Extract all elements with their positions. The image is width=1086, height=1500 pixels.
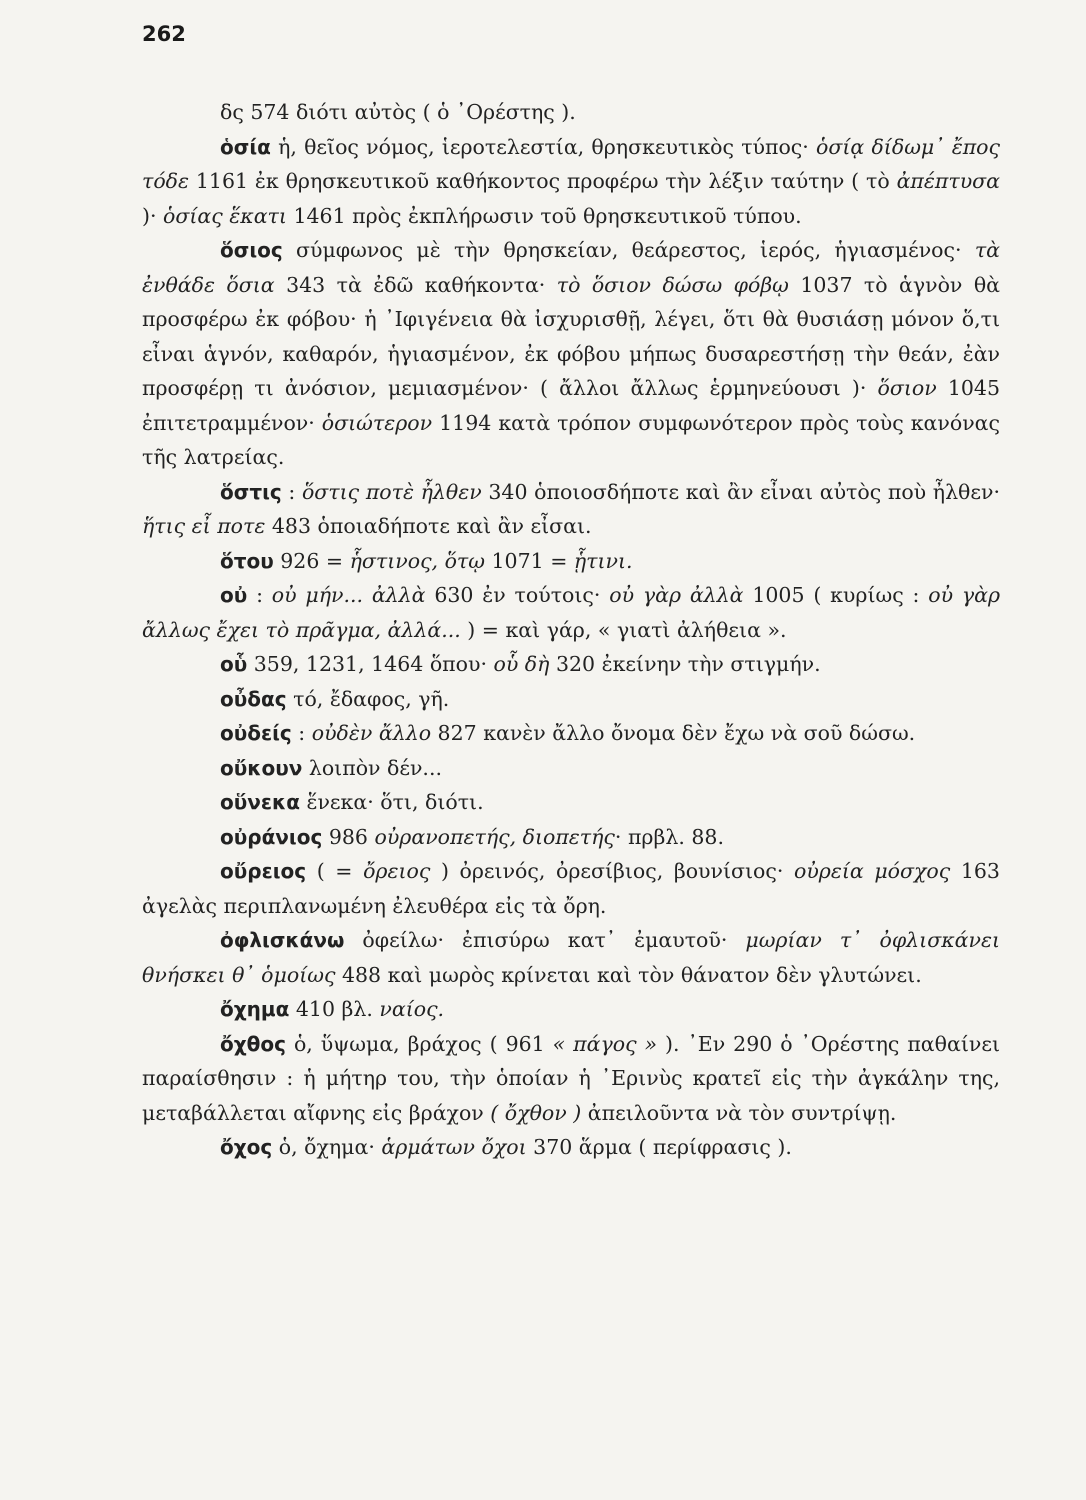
glossary-entry bbox=[142, 578, 1000, 647]
entry-quotation: οὐ μήν... ἀλλὰ bbox=[271, 583, 426, 607]
glossary-entry bbox=[142, 544, 1000, 579]
entry-quotation: τὰ ἐνθάδε ὅσια bbox=[142, 238, 1000, 297]
entry-quotation: οὐ γὰρ ἀλλὰ bbox=[609, 583, 744, 607]
entry-text: ὁ, ὄχημα· bbox=[272, 1135, 382, 1159]
glossary-entry bbox=[142, 785, 1000, 820]
entry-headword: οὕνεκα bbox=[220, 790, 300, 814]
entry-quotation: ᾗτινι. bbox=[573, 548, 633, 573]
entry-quotation: ἀπέπτυσα bbox=[896, 169, 1000, 193]
entry-text: ἡ, θεῖος νόμος, ἱεροτελεστία, θρησκευτικὸς τύπος· bbox=[270, 134, 817, 159]
glossary-entry bbox=[142, 992, 1000, 1027]
glossary-entry bbox=[142, 647, 1000, 682]
entry-text: ἀπειλοῦντα νὰ τὸν συντρίψῃ. bbox=[581, 1100, 897, 1125]
entry-text: 630 ἐν τούτοις· bbox=[425, 583, 610, 607]
entry-text: 1194 κατὰ τρόπον συμφωνότερον πρὸς τοὺς κανόνας τῆς λατρείας. bbox=[142, 410, 1000, 469]
entry-text: : bbox=[247, 583, 272, 607]
entry-quotation: οὐρανοπετής, διοπετής bbox=[374, 824, 615, 849]
entry-text: ) = καὶ γάρ, « γιατὶ ἀλήθεια ». bbox=[460, 617, 787, 642]
glossary-body bbox=[142, 95, 1000, 1165]
entry-text: 1461 πρὸς ἐκπλήρωσιν τοῦ θρησκευτικοῦ τύπου. bbox=[286, 203, 802, 228]
entry-text: δς 574 διότι αὐτὸς ( ὁ ᾿Ορέστης ). bbox=[220, 100, 576, 124]
entry-quotation: ὁσιώτερον bbox=[321, 410, 433, 435]
entry-quotation: μωρίαν τ᾿ ὀφλισκάνει θνήσκει θ᾿ ὁμοίως bbox=[142, 928, 1000, 987]
entry-headword: ὄχος bbox=[220, 1135, 273, 1159]
entry-text: 1071 = bbox=[484, 548, 574, 573]
entry-text: )· bbox=[142, 203, 164, 228]
entry-quotation: ναίος. bbox=[379, 997, 445, 1021]
entry-headword: οὔρειος bbox=[220, 859, 307, 883]
entry-headword: οὗ bbox=[220, 652, 248, 676]
entry-text: ἕνεκα· ὅτι, διότι. bbox=[299, 790, 484, 814]
entry-text: 1045 ἐπιτετραμμένον· bbox=[142, 376, 1001, 435]
entry-text: 1005 ( κυρίως : bbox=[743, 583, 929, 607]
entry-text: 488 καὶ μωρὸς κρίνεται καὶ τὸν θάνατον δὲν γλυτώνει. bbox=[335, 962, 922, 987]
entry-quotation: οὗ δὴ bbox=[493, 652, 550, 676]
glossary-entry bbox=[142, 854, 1000, 923]
entry-headword: ὄχθος bbox=[220, 1031, 286, 1056]
entry-quotation: « πάγος » bbox=[552, 1031, 658, 1056]
entry-quotation: ἥτις εἶ ποτε bbox=[142, 514, 266, 538]
entry-headword: οὐράνιος bbox=[220, 824, 323, 849]
glossary-entry bbox=[142, 682, 1000, 717]
entry-text: : bbox=[291, 721, 312, 745]
entry-text: 410 βλ. bbox=[289, 997, 380, 1021]
glossary-entry bbox=[142, 1130, 1000, 1165]
entry-quotation: τὸ ὅσιον δώσω φόβῳ bbox=[556, 272, 789, 297]
entry-quotation: ὁσίᾳ δίδωμ᾿ ἔπος τόδε bbox=[142, 134, 1000, 193]
glossary-entry bbox=[142, 923, 1000, 992]
entry-quotation: ( ὄχθον ) bbox=[490, 1100, 582, 1125]
glossary-entry bbox=[142, 475, 1000, 544]
entry-text: ὀφείλω· ἐπισύρω κατ᾿ ἐμαυτοῦ· bbox=[344, 928, 746, 952]
entry-headword: ὀφλισκάνω bbox=[220, 928, 345, 952]
entry-text: 483 ὁποιαδήποτε καὶ ἂν εἶσαι. bbox=[265, 514, 592, 538]
entry-text: 1037 τὸ ἁγνὸν θὰ προσφέρω ἐκ φόβου· ἡ ᾿Ιφιγένεια θὰ ἰσχυρισθῇ, λέγει, ὅτι θὰ θυσιάσῃ μόνον ὅ,τι εἶναι ἁγνόν, καθαρόν, ἡγιασμένον, ἐκ φόβου μήπως δυσαρεστήσῃ τὴν θεάν, ἐὰν προσφέρῃ τι ἀνόσιον, μεμιασμένον· ( ἄλλοι ἄλλως ἑρμηνεύουσι )· bbox=[142, 272, 1000, 400]
entry-text: 370 ἅρμα ( περίφρασις ). bbox=[526, 1135, 792, 1159]
entry-text: σύμφωνος μὲ τὴν θρησκείαν, θεάρεστος, ἱερός, ἡγιασμένος· bbox=[282, 238, 975, 262]
entry-text: 1161 ἐκ θρησκευτικοῦ καθήκοντος προφέρω τὴν λέξιν ταύτην ( τὸ bbox=[189, 169, 897, 193]
entry-text: 827 κανὲν ἄλλο ὄνομα δὲν ἔχω νὰ σοῦ δώσω. bbox=[431, 721, 916, 745]
entry-headword: ὅστις bbox=[220, 479, 282, 504]
glossary-entry bbox=[142, 233, 1000, 475]
entry-quotation: ὅσιον bbox=[877, 376, 937, 400]
entry-text: 163 ἀγελὰς περιπλανωμένη ἐλευθέρα εἰς τὰ ὄρη. bbox=[142, 859, 1000, 918]
entry-text: ὁ, ὕψωμα, βράχος ( 961 bbox=[285, 1031, 553, 1056]
entry-headword: ὄχημα bbox=[220, 997, 290, 1021]
entry-text: 359, 1231, 1464 ὅπου· bbox=[247, 652, 494, 676]
glossary-entry bbox=[142, 95, 1000, 130]
entry-quotation: ἧστινος, ὅτῳ bbox=[349, 548, 485, 573]
entry-headword: οὔκουν bbox=[220, 755, 303, 780]
entry-quotation: οὐδὲν ἄλλο bbox=[311, 721, 432, 745]
entry-text: : bbox=[281, 479, 302, 504]
entry-headword: ὅσιος bbox=[220, 238, 283, 262]
entry-text: 926 = bbox=[273, 548, 350, 573]
glossary-entry bbox=[142, 1027, 1000, 1131]
entry-text: · πρβλ. 88. bbox=[614, 824, 724, 849]
entry-text: ). ᾿Εν 290 ὁ ᾿Ορέστης παθαίνει παραίσθησιν : ἡ μήτηρ του, τὴν ὁποίαν ἡ ᾿Ερινὺς κρατεῖ εἰς τὴν ἀγκάλην της, μεταβάλλεται αἴφνης εἰς βράχον bbox=[142, 1031, 1000, 1125]
entry-text: 340 ὁποιοσδήποτε καὶ ἂν εἶναι αὐτὸς ποὺ ἦλθεν· bbox=[481, 479, 1000, 504]
glossary-entry bbox=[142, 751, 1000, 786]
entry-text: ) ὀρεινός, ὀρεσίβιος, βουνίσιος· bbox=[430, 859, 794, 883]
entry-quotation: ὅστις ποτὲ ἦλθεν bbox=[301, 479, 482, 504]
entry-quotation: οὐ γὰρ ἄλλως ἔχει τὸ πρᾶγμα, ἀλλά... bbox=[142, 583, 1000, 642]
glossary-entry bbox=[142, 716, 1000, 751]
entry-text: 320 ἐκείνην τὴν στιγμήν. bbox=[549, 652, 821, 676]
entry-text: 343 τὰ ἐδῶ καθήκοντα· bbox=[274, 272, 557, 297]
entry-headword: οὐδείς bbox=[220, 721, 292, 745]
entry-text: 986 bbox=[322, 824, 375, 849]
entry-quotation: ὁσίας ἕκατι bbox=[163, 203, 287, 228]
glossary-entry bbox=[142, 130, 1000, 234]
entry-text: λοιπὸν δέν... bbox=[302, 755, 442, 780]
entry-quotation: ἁρμάτων ὄχοι bbox=[381, 1135, 527, 1159]
entry-headword: ὅτου bbox=[220, 548, 274, 573]
page-number: 262 bbox=[142, 22, 186, 46]
glossary-entry bbox=[142, 820, 1000, 855]
entry-text: ( = bbox=[306, 859, 364, 883]
entry-quotation: ὄρειος bbox=[363, 859, 431, 883]
entry-quotation: οὐρεία μόσχος bbox=[794, 859, 951, 883]
entry-headword: οὖδας bbox=[220, 686, 287, 711]
entry-headword: ὁσία bbox=[220, 134, 271, 159]
entry-text: τό, ἔδαφος, γῆ. bbox=[286, 686, 450, 711]
entry-headword: οὐ bbox=[220, 583, 248, 607]
